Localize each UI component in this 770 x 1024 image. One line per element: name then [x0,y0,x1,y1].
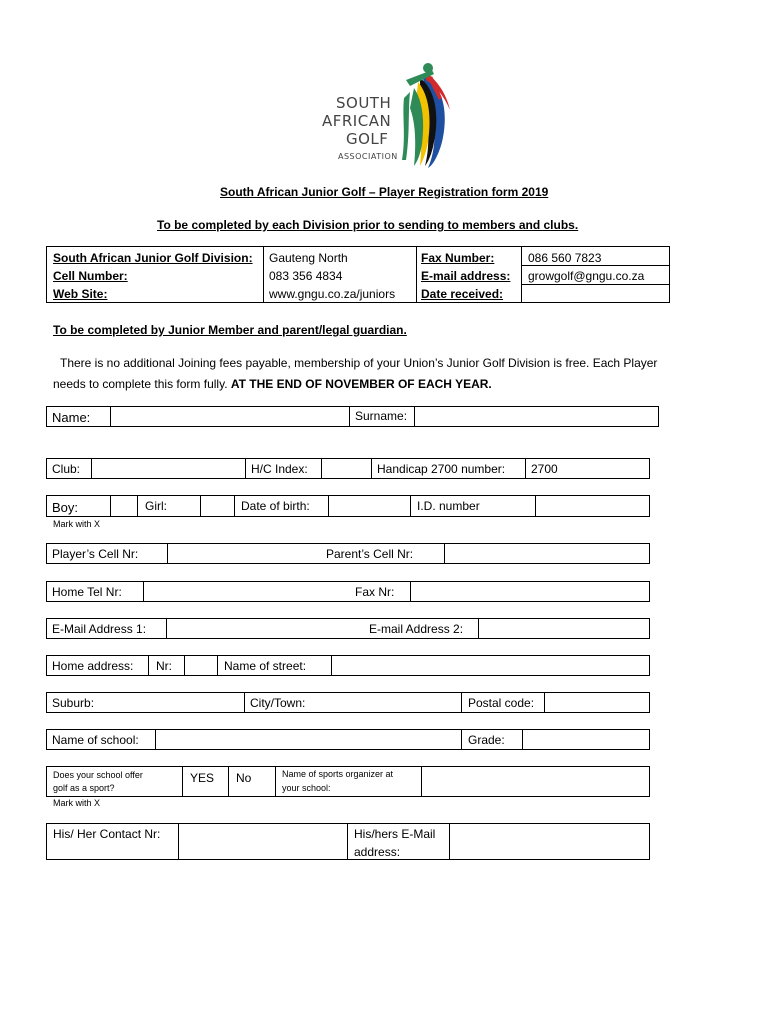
player-cell-input[interactable] [168,544,318,563]
intro-line-2: needs to complete this form fully. AT THE END OF NOVEMBER OF EACH YEAR. [53,377,492,391]
no-option[interactable]: No [236,771,252,785]
email1-input[interactable] [167,619,362,638]
girl-checkbox[interactable] [201,496,233,516]
organizer-label-2: your school: [282,783,331,793]
street-name-label: Name of street: [224,659,307,673]
grade-label: Grade: [468,733,505,747]
email-address-label: E-mail address: [421,269,511,283]
organizer-email-label-2: address: [354,845,401,859]
date-received-label: Date received: [421,287,504,301]
mark-with-x-note-2: Mark with X [53,798,101,808]
cell-number-label: Cell Number: [53,269,128,283]
parent-cell-input[interactable] [445,544,649,563]
contact-nr-label: His/ Her Contact Nr: [53,827,161,841]
handicap-2700-value[interactable]: 2700 [531,462,558,476]
email2-label: E-mail Address 2: [369,622,464,636]
mark-with-x-note: Mark with X [53,519,101,529]
fax-label: Fax Nr: [355,585,395,599]
logo-text-association: ASSOCIATION [338,152,398,161]
handicap-2700-label: Handicap 2700 number: [377,462,506,476]
logo-text-golf: GOLF [346,130,389,148]
organizer-input[interactable] [422,767,649,796]
name-label: Name: [52,410,91,425]
email2-input[interactable] [479,619,649,638]
club-input[interactable] [92,459,244,478]
organizer-email-input[interactable] [450,824,649,859]
player-cell-label: Player’s Cell Nr: [52,547,139,561]
contact-nr-input[interactable] [179,824,346,859]
girl-label: Girl: [145,499,167,513]
id-number-label: I.D. number [417,499,480,513]
name-input[interactable] [111,407,348,426]
golfer-emblem-icon [392,62,454,170]
school-label: Name of school: [52,733,139,747]
website-label: Web Site: [53,287,108,301]
hc-index-label: H/C Index: [251,462,308,476]
street-name-input[interactable] [332,656,649,675]
id-number-input[interactable] [536,496,649,516]
school-golf-question-1: Does your school offer [53,770,143,780]
postal-code-label: Postal code: [468,696,535,710]
logo-text-african: AFRICAN [322,112,392,130]
yes-option[interactable]: YES [190,771,215,785]
boy-label: Boy: [52,500,79,515]
fax-number-value: 086 560 7823 [528,251,602,265]
form-subtitle: To be completed by each Division prior to sending to members and clubs. [157,218,579,232]
street-nr-input[interactable] [185,656,216,675]
member-heading: To be completed by Junior Member and parent/legal guardian. [53,323,407,337]
school-golf-question-2: golf as a sport? [53,783,115,793]
city-label: City/Town: [250,696,306,710]
intro-line-1: There is no additional Joining fees payable, membership of your Union’s Junior Golf Division is free. Each Player [60,356,658,370]
home-tel-label: Home Tel Nr: [52,585,122,599]
grade-input[interactable] [523,730,649,749]
fax-input[interactable] [411,582,649,601]
home-tel-input[interactable] [144,582,344,601]
form-title: South African Junior Golf – Player Registration form 2019 [220,185,549,199]
division-value: Gauteng North [269,251,348,265]
club-label: Club: [52,462,81,476]
surname-label: Surname: [355,409,408,423]
suburb-label: Suburb: [52,696,95,710]
dob-input[interactable] [329,496,409,516]
boy-checkbox[interactable] [111,496,136,516]
surname-input[interactable] [415,407,658,426]
school-input[interactable] [156,730,460,749]
division-label: South African Junior Golf Division: [53,251,253,265]
hc-index-input[interactable] [322,459,370,478]
postal-code-input[interactable] [545,693,649,712]
logo-text-south: SOUTH [336,94,392,112]
sagaa-logo [322,62,455,170]
fax-number-label: Fax Number: [421,251,495,265]
street-nr-label: Nr: [156,659,172,673]
email1-label: E-Mail Address 1: [52,622,147,636]
city-input[interactable] [320,693,460,712]
home-address-label: Home address: [52,659,134,673]
organizer-email-label-1: His/hers E-Mail [354,827,436,841]
cell-number-value: 083 356 4834 [269,269,343,283]
website-value[interactable]: www.gngu.co.za/juniors [269,287,396,301]
parent-cell-label: Parent’s Cell Nr: [326,547,414,561]
dob-label: Date of birth: [241,499,310,513]
email-address-value[interactable]: growgolf@gngu.co.za [528,269,645,283]
organizer-label-1: Name of sports organizer at [282,769,394,779]
